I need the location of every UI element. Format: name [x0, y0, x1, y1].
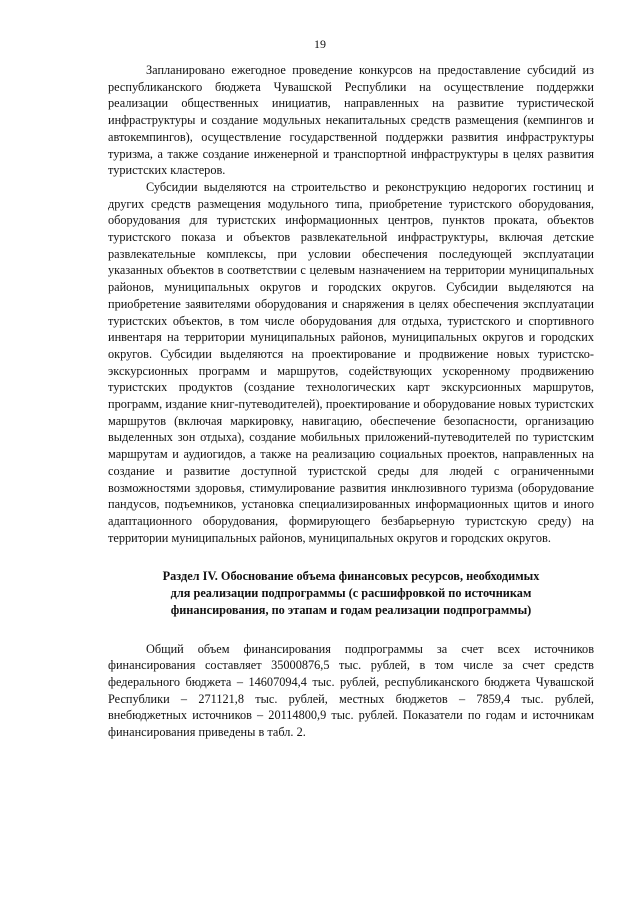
page-number: 19 [314, 37, 326, 51]
paragraph-contests: Запланировано ежегодное проведение конкурсов на предоставление субсидий из республиканского бюджета Чувашской Республики на осуществление поддержки реализации общественных инициатив, направленных на развитие туристической инфраструктуры и создание модульных некапитальных средств размещения (кемпингов и автокемпингов), осуществление государственной поддержки развития инфраструктуры туризма, а также создание инженерной и транспортной инфраструктуры в целях развития туристских кластеров. [108, 63, 594, 178]
section-heading [108, 568, 594, 618]
paragraph-subsidies: Субсидии выделяются на строительство и реконструкцию недорогих гостиниц и других средств размещения модульного типа, приобретение туристского оборудования, оборудования для туристских информационных центров, пунктов проката, объектов туристского показа и объектов развлекательной инфраструктуры, включая детские развлекательные комплексы, при условии обеспечения последующей эксплуатации указанных объектов в соответствии с целевым назначением на территории муниципальных районов, муниципальных округов и городских округов. Субсидии выделяются на приобретение заявителями оборудования и снаряжения в целях обеспечения эксплуатации туристских объектов, в том числе оборудования для отдыха, туристского и спортивного инвентаря на территории муниципальных районов, муниципальных округов и городских округов. Субсидии выделяются на проектирование и продвижение новых туристско-экскурсионных программ и маршрутов, содействующих ускоренному продвижению туристских продуктов (создание технологических карт экскурсионных маршрутов, программ, издание книг-путеводителей), проектирование и оборудование новых туристских маршрутов (включая маркировку, навигацию, обеспечение безопасности, организацию выделенных зон отдыха), создание мобильных приложений-путеводителей по туристским маршрутам и аудиогидов, а также на реализацию социальных проектов, направленных на создание и развитие доступной туристской среды для людей с ограниченными возможностями здоровья, стимулирование развития инклюзивного туризма (оборудование пандусов, подъемников, установка специализированных информационных щитов и иного адаптационного оборудования, формирующего безбарьерную туристскую среду) на территории муниципальных районов, муниципальных округов и городских округов. [108, 179, 594, 545]
section-heading-line: финансирования, по этапам и годам реализации подпрограммы) [170, 602, 532, 617]
section-heading-line: для реализации подпрограммы (с расшифровкой по источникам [170, 586, 532, 601]
section-heading-line: Раздел IV. Обоснование объема финансовых ресурсов, необходимых [162, 569, 540, 584]
document-body [108, 62, 594, 741]
paragraph-financing: Общий объем финансирования подпрограммы за счет всех источников финансирования составляет 35000876,5 тыс. рублей, в том числе за счет средств федерального бюджета – 14607094,4 тыс. рублей, республиканского бюджета Чувашской Республики – 271121,8 тыс. рублей, местных бюджетов – 7859,4 тыс. рублей, внебюджетных источников – 20114800,9 тыс. рублей. Показатели по годам и источникам финансирования приведены в табл. 2. [108, 641, 594, 740]
